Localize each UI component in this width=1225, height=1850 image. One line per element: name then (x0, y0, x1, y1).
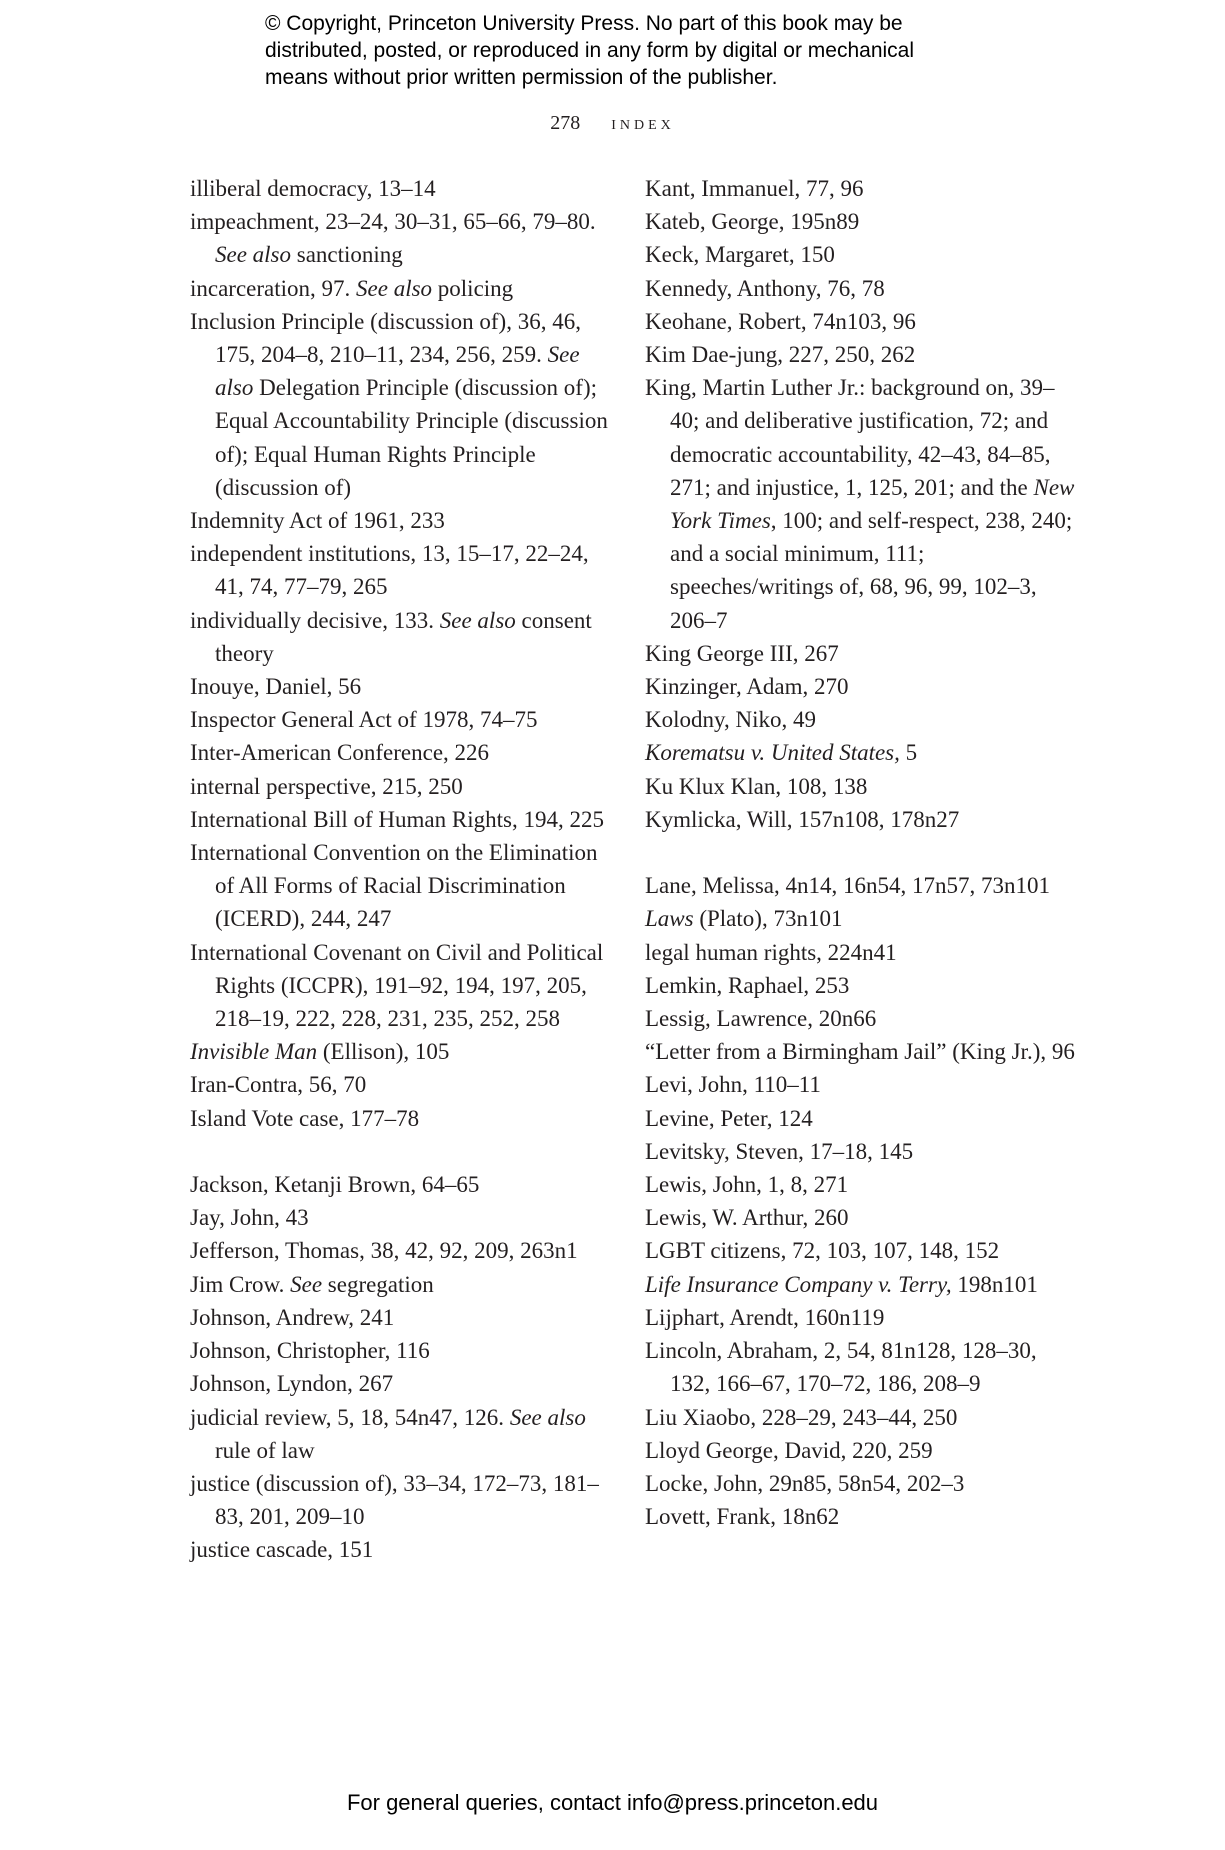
index-entry-text: judicial review, 5, 18, 54n47, 126. (190, 1404, 510, 1430)
index-entry (190, 1068, 610, 1101)
index-entry-text: Lane, Melissa, 4n14, 16n54, 17n57, 73n101 (645, 873, 1051, 899)
copyright-line: means without prior written permission of the publisher. (265, 66, 778, 89)
index-entry-italic: See also (215, 342, 580, 401)
index-entry (645, 803, 1075, 836)
index-entry-text: Keck, Margaret, 150 (645, 242, 835, 268)
index-entry-text: Iran-Contra, 56, 70 (190, 1072, 367, 1098)
index-entry-text: Levine, Peter, 124 (645, 1105, 813, 1131)
index-entry (645, 637, 1075, 670)
index-entry (645, 703, 1075, 736)
index-entry (190, 770, 610, 803)
index-entry-text: 198n101 (951, 1271, 1038, 1297)
index-entry (645, 1035, 1075, 1068)
index-entry-text: “Letter from a Birmingham Jail” (King Jr.), 96 (645, 1039, 1075, 1065)
copyright-notice (265, 10, 1025, 91)
index-entry-text: individually decisive, 133. (190, 607, 440, 633)
index-entry-text: (Ellison), 105 (317, 1039, 450, 1065)
index-entry-italic: Laws (645, 906, 694, 932)
index-entry-text: Inspector General Act of 1978, 74–75 (190, 707, 538, 733)
index-entry-text: Levitsky, Steven, 17–18, 145 (645, 1138, 914, 1164)
index-column-right (645, 172, 1075, 1533)
index-entry-italic: New York Times (670, 474, 1075, 534)
index-entry-text: Lijphart, Arendt, 160n119 (645, 1304, 885, 1330)
index-entry-text: Lemkin, Raphael, 253 (645, 972, 850, 998)
index-entry (645, 869, 1075, 902)
index-entry-text: Inter-American Conference, 226 (190, 740, 490, 766)
index-entry-text: rule of law (215, 1437, 315, 1463)
index-entry (645, 1168, 1075, 1201)
index-entry-text: impeachment, 23–24, 30–31, 65–66, 79–80. (190, 209, 596, 235)
index-entry-text: Lloyd George, David, 220, 259 (645, 1437, 933, 1463)
index-entry-text: Jefferson, Thomas, 38, 42, 92, 209, 263n1 (190, 1238, 578, 1264)
index-entry-text: Kennedy, Anthony, 76, 78 (645, 275, 885, 301)
index-entry (645, 736, 1075, 769)
index-entry (190, 836, 610, 936)
index-entry (645, 1268, 1075, 1301)
index-entry-text: Keohane, Robert, 74n103, 96 (645, 308, 916, 334)
index-entry (190, 305, 610, 504)
index-entry-text: Kymlicka, Will, 157n108, 178n27 (645, 806, 960, 832)
index-entry (190, 1367, 610, 1400)
index-entry-text: justice (discussion of), 33–34, 172–73, 181–83, 201, 209–10 (190, 1470, 599, 1530)
index-entry (190, 604, 610, 670)
letter-section-gap (190, 1135, 610, 1168)
index-entry (645, 902, 1075, 935)
index-entry (190, 1401, 610, 1467)
index-entry (190, 1533, 610, 1566)
index-entry (645, 1467, 1075, 1500)
index-entry-italic: See also (509, 1404, 586, 1430)
index-entry (645, 172, 1075, 205)
index-entry (645, 1500, 1075, 1533)
index-entry-italic: See also (356, 275, 433, 301)
index-entry-text: Inclusion Principle (discussion of), 36, 46, 175, 204–8, 210–11, 234, 256, 259. (190, 308, 581, 368)
index-entry (190, 670, 610, 703)
index-entry-text: justice cascade, 151 (190, 1537, 374, 1563)
index-entry-text: consent theory (215, 607, 592, 666)
footer-contact: For general queries, contact info@press.princeton.edu (346, 1790, 879, 1815)
index-entry (190, 172, 610, 205)
index-entry-text: International Convention on the Elimination of All Forms of Racial Discrimination (ICERD), 244, 247 (190, 840, 598, 932)
index-entry (190, 504, 610, 537)
index-entry-text: Lovett, Frank, 18n62 (645, 1504, 840, 1530)
index-entry-text: International Covenant on Civil and Political Rights (ICCPR), 191–92, 194, 197, 205, 218–19, 222, 228, 231, 235, 252, 258 (190, 939, 604, 1032)
index-entry (645, 770, 1075, 803)
index-entry-text: illiberal democracy, 13–14 (190, 176, 436, 201)
index-entry (190, 1168, 610, 1201)
index-entry (190, 703, 610, 736)
index-entry-text: 5 (899, 740, 918, 766)
index-entry-text: incarceration, 97. (190, 275, 357, 301)
index-entry-text: Island Vote case, 177–78 (190, 1105, 420, 1131)
index-entry-text: independent institutions, 13, 15–17, 22–24, 41, 74, 77–79, 265 (190, 541, 589, 600)
index-entry (190, 1334, 610, 1367)
copyright-line: distributed, posted, or reproduced in any form by digital or mechanical (265, 39, 915, 62)
index-entry (645, 205, 1075, 238)
index-entry-text: segregation (322, 1271, 434, 1297)
index-entry (190, 537, 610, 603)
index-entry-text: Lewis, W. Arthur, 260 (645, 1205, 849, 1231)
index-entry (190, 1035, 610, 1068)
index-entry-text: Johnson, Lyndon, 267 (190, 1371, 394, 1397)
index-entry-text: Locke, John, 29n85, 58n54, 202–3 (645, 1470, 965, 1496)
page-title: index (611, 112, 675, 134)
index-entry-italic: Invisible Man (190, 1039, 318, 1065)
index-entry (645, 238, 1075, 271)
index-entry-text: Levi, John, 110–11 (645, 1072, 821, 1098)
index-entry (645, 1434, 1075, 1467)
index-entry-text: internal perspective, 215, 250 (190, 773, 463, 799)
index-entry-text: policing (432, 275, 514, 301)
index-entry (645, 1068, 1075, 1101)
index-entry-italic: Life Insurance Company v. Terry, (645, 1271, 952, 1297)
index-entry (190, 936, 610, 1036)
index-entry (645, 670, 1075, 703)
index-entry-text: Jackson, Ketanji Brown, 64–65 (190, 1172, 480, 1198)
index-entry-text: King, Martin Luther Jr.: background on, 39–40; and deliberative justification, 72; and democratic accountability, 42–43, 84–85, 271; and injustice, 1, 125, 201; and the (645, 375, 1055, 500)
index-entry (190, 1234, 610, 1267)
index-entry (645, 1334, 1075, 1400)
index-column-left (190, 172, 610, 1567)
index-entry (190, 1301, 610, 1334)
index-entry-text: Ku Klux Klan, 108, 138 (645, 773, 868, 799)
index-entry-text: legal human rights, 224n41 (645, 939, 897, 965)
index-entry (645, 1301, 1075, 1334)
index-entry (645, 371, 1075, 637)
index-entry-text: Indemnity Act of 1961, 233 (190, 508, 445, 534)
index-entry-text: Kim Dae-jung, 227, 250, 262 (645, 342, 916, 368)
index-entry-text: Inouye, Daniel, 56 (190, 674, 362, 700)
index-entry (190, 1102, 610, 1135)
index-entry-text: Jay, John, 43 (190, 1205, 309, 1231)
index-entry-text: King George III, 267 (645, 640, 839, 666)
page-number: 278 (550, 112, 581, 134)
copyright-line: © Copyright, Princeton University Press. No part of this book may be (265, 12, 903, 35)
index-entry (645, 272, 1075, 305)
index-entry (645, 1102, 1075, 1135)
index-entry-italic: See also (215, 242, 292, 268)
running-head (0, 112, 1225, 135)
index-entry-text: Delegation Principle (discussion of); Equal Accountability Principle (discussion of); Equal Human Rights Principle (discussion of) (215, 375, 608, 500)
index-entry (645, 1002, 1075, 1035)
index-entry (190, 736, 610, 769)
index-entry (190, 1467, 610, 1533)
index-entry-text: Johnson, Andrew, 241 (190, 1304, 395, 1330)
index-entry-text: Kateb, George, 195n89 (645, 209, 860, 235)
index-entry-text: Liu Xiaobo, 228–29, 243–44, 250 (645, 1404, 958, 1430)
index-entry (645, 1201, 1075, 1234)
index-entry-text: Kant, Immanuel, 77, 96 (645, 176, 864, 201)
index-entry (190, 803, 610, 836)
index-entry-text: Lessig, Lawrence, 20n66 (645, 1006, 877, 1032)
index-entry-italic: See (290, 1271, 323, 1297)
index-entry-text: Johnson, Christopher, 116 (190, 1338, 430, 1364)
index-entry (645, 969, 1075, 1002)
index-entry (190, 1268, 610, 1301)
index-entry (190, 272, 610, 305)
index-entry (645, 1234, 1075, 1267)
index-entry (645, 305, 1075, 338)
index-entry-text: (Plato), 73n101 (693, 906, 843, 932)
index-entry (190, 1201, 610, 1234)
index-entry-text: Lincoln, Abraham, 2, 54, 81n128, 128–30, 132, 166–67, 170–72, 186, 208–9 (645, 1338, 1037, 1397)
index-entry (190, 205, 610, 271)
letter-section-gap (645, 836, 1075, 869)
index-entry (645, 1135, 1075, 1168)
index-entry (645, 1401, 1075, 1434)
index-entry-text: LGBT citizens, 72, 103, 107, 148, 152 (645, 1238, 1000, 1264)
index-entry-italic: See also (439, 607, 516, 633)
index-entry-text: Kinzinger, Adam, 270 (645, 674, 849, 700)
index-entry-italic: Korematsu v. United States, (645, 740, 900, 766)
index-entry-text: Jim Crow. (190, 1271, 291, 1297)
index-entry-text: Lewis, John, 1, 8, 271 (645, 1172, 849, 1198)
index-entry-text: Kolodny, Niko, 49 (645, 707, 817, 733)
index-entry-text: sanctioning (291, 242, 403, 268)
index-entry-text: , 100; and self-respect, 238, 240; and a social minimum, 111; speeches/writings of, 68, 96, 99, 102–3, 206–7 (670, 508, 1073, 633)
index-entry (645, 338, 1075, 371)
index-entry (645, 936, 1075, 969)
index-entry-text: International Bill of Human Rights, 194, 225 (190, 806, 604, 832)
